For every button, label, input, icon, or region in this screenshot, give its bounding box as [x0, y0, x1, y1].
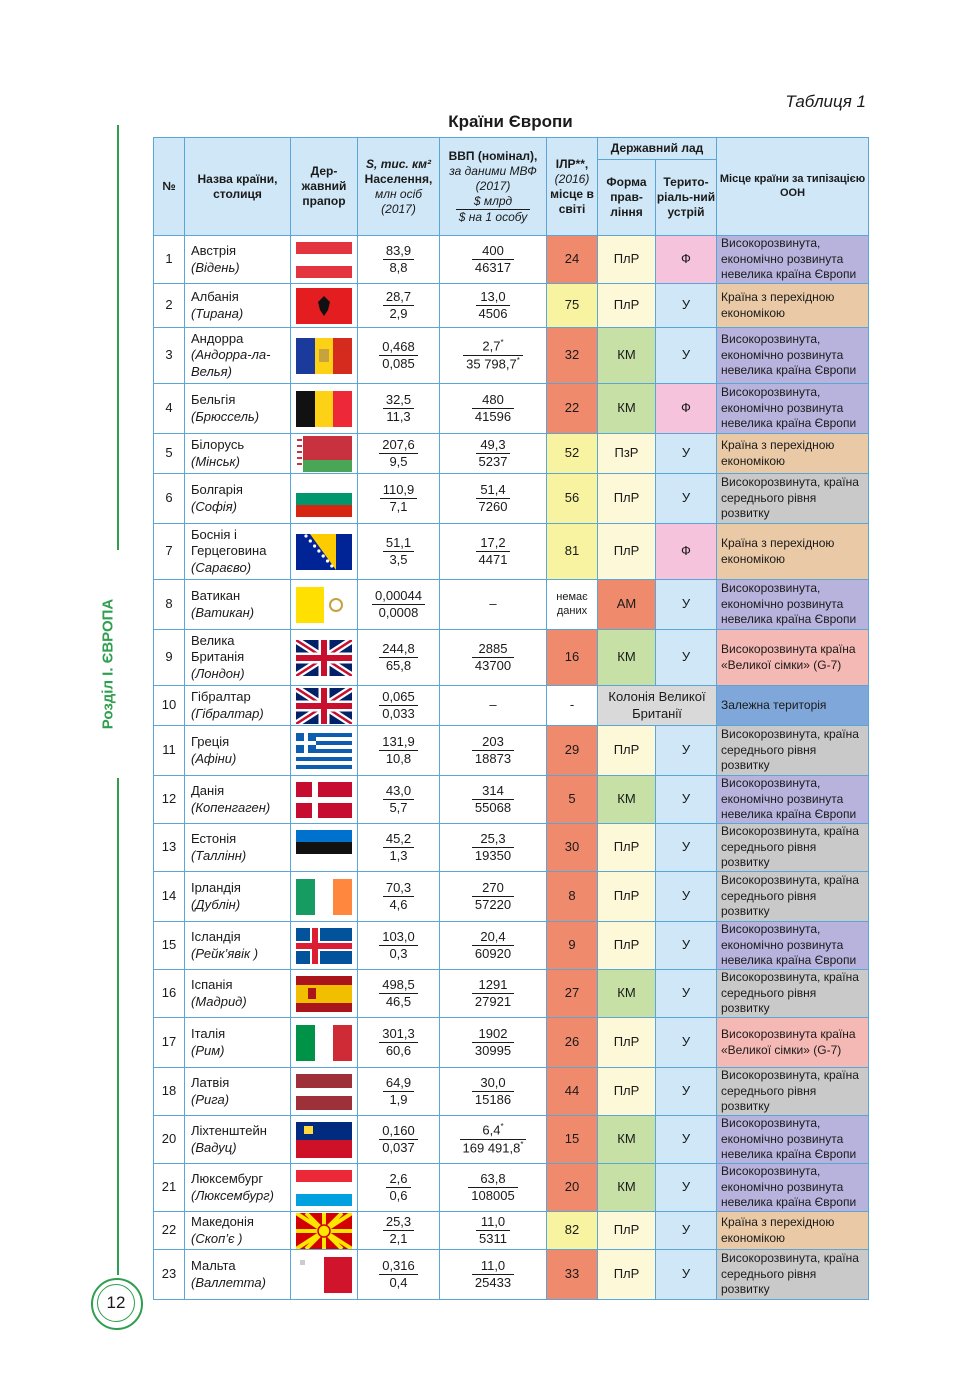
- cell-flag: [291, 1018, 358, 1068]
- cell-gov-terr: У: [656, 922, 717, 970]
- cell-num: 18: [154, 1068, 185, 1116]
- cell-hdi: 33: [547, 1250, 598, 1300]
- cell-un-type: Залежна територія: [717, 686, 869, 726]
- cell-gov-terr: У: [656, 474, 717, 524]
- cell-flag: [291, 776, 358, 824]
- col-name: Назва країни, столиця: [185, 138, 291, 236]
- cell-area-population: $\frac{45,2}{1,3}$: [358, 824, 440, 872]
- cell-country: Латвія (Рига): [185, 1068, 291, 1116]
- cell-hdi: 56: [547, 474, 598, 524]
- cell-flag: [291, 970, 358, 1018]
- cell-gov-terr: У: [656, 1068, 717, 1116]
- cell-gov-form: КМ: [598, 630, 656, 686]
- col-hdi-l1: ІЛР**,: [555, 156, 589, 171]
- cell-gov-terr: У: [656, 580, 717, 630]
- table-row: [154, 1116, 869, 1164]
- cell-country: Австрія (Відень): [185, 236, 291, 284]
- table-row: [154, 824, 869, 872]
- table-row: [154, 580, 869, 630]
- col-hdi-l3: місце в світі: [550, 186, 594, 216]
- cell-num: 23: [154, 1250, 185, 1300]
- cell-area-population: $\frac{64,9}{1,9}$: [358, 1068, 440, 1116]
- cell-flag: [291, 686, 358, 726]
- cell-country: Греція (Афіни): [185, 726, 291, 776]
- cell-area-population: $\frac{207,6}{9,5}$: [358, 434, 440, 474]
- spain-flag-icon: [296, 976, 352, 1012]
- cell-num: 13: [154, 824, 185, 872]
- cell-num: 6: [154, 474, 185, 524]
- cell-un-type: Високорозвинута, країна середнього рівня розвитку: [717, 726, 869, 776]
- cell-area-population: $\frac{32,5}{11,3}$: [358, 384, 440, 434]
- cell-gov-terr: У: [656, 824, 717, 872]
- cell-hdi: 8: [547, 872, 598, 922]
- cell-country: Люксембург (Люксембург): [185, 1164, 291, 1212]
- uk-flag-icon: [296, 688, 352, 724]
- latvia-flag-icon: [296, 1074, 352, 1110]
- cell-flag: [291, 1116, 358, 1164]
- table-row: [154, 474, 869, 524]
- cell-gov-form: ПлР: [598, 872, 656, 922]
- cell-country: Італія (Рим): [185, 1018, 291, 1068]
- cell-gdp: $\frac{30,0}{15186}$: [440, 1068, 547, 1116]
- cell-un-type: Високорозвинута, економічно розвинута невелика країна Європи: [717, 328, 869, 384]
- table-row: [154, 1164, 869, 1212]
- cell-un-type: Високорозвинута, економічно розвинута невелика країна Європи: [717, 1116, 869, 1164]
- cell-hdi: 22: [547, 384, 598, 434]
- col-un: Місце країни за типізацією ООН: [717, 138, 869, 236]
- cell-un-type: Високорозвинута, країна середнього рівня розвитку: [717, 474, 869, 524]
- cell-un-type: Високорозвинута, країна середнього рівня розвитку: [717, 872, 869, 922]
- cell-gov-form: ПлР: [598, 726, 656, 776]
- cell-gov-form: ПлР: [598, 1212, 656, 1250]
- cell-gov-terr: У: [656, 434, 717, 474]
- cell-flag: [291, 384, 358, 434]
- greece-flag-icon: [296, 733, 352, 769]
- cell-country: Данія (Копенгаген): [185, 776, 291, 824]
- table-row: [154, 970, 869, 1018]
- cell-country: Білорусь (Мінськ): [185, 434, 291, 474]
- cell-gdp: –: [440, 686, 547, 726]
- cell-num: 8: [154, 580, 185, 630]
- cell-area-population: $\frac{0,00044}{0,0008}$: [358, 580, 440, 630]
- cell-country: Іспанія (Мадрид): [185, 970, 291, 1018]
- cell-gov-terr: У: [656, 726, 717, 776]
- col-area-l3: млн осіб: [374, 186, 423, 201]
- cell-flag: [291, 1164, 358, 1212]
- cell-area-population: $\frac{0,316}{0,4}$: [358, 1250, 440, 1300]
- cell-area-population: $\frac{51,1}{3,5}$: [358, 524, 440, 580]
- cell-num: 3: [154, 328, 185, 384]
- cell-flag: [291, 922, 358, 970]
- cell-gdp: $\frac{480}{41596}$: [440, 384, 547, 434]
- cell-flag: [291, 284, 358, 328]
- cell-num: 12: [154, 776, 185, 824]
- cell-gdp: $\frac{20,4}{60920}$: [440, 922, 547, 970]
- cell-un-type: Високорозвинута, економічно розвинута невелика країна Європи: [717, 236, 869, 284]
- cell-un-type: Високорозвинута країна «Великої сімки» (G-7): [717, 630, 869, 686]
- cell-gov-terr: Ф: [656, 236, 717, 284]
- cell-gdp: –: [440, 580, 547, 630]
- cell-flag: [291, 580, 358, 630]
- cell-un-type: Високорозвинута, країна середнього рівня розвитку: [717, 824, 869, 872]
- cell-num: 15: [154, 922, 185, 970]
- page-number: 12: [97, 1284, 135, 1322]
- belarus-flag-icon: [296, 436, 352, 472]
- cell-un-type: Високорозвинута, економічно розвинута невелика країна Європи: [717, 1164, 869, 1212]
- col-gdp-l1: ВВП (номінал),: [448, 148, 538, 163]
- cell-gdp: $\frac{63,8}{108005}$: [440, 1164, 547, 1212]
- table-row: [154, 630, 869, 686]
- iceland-flag-icon: [296, 928, 352, 964]
- cell-area-population: $\frac{43,0}{5,7}$: [358, 776, 440, 824]
- cell-flag: [291, 824, 358, 872]
- cell-un-type: Високорозвинута країна «Великої сімки» (G-7): [717, 1018, 869, 1068]
- cell-un-type: Країна з перехідною економікою: [717, 524, 869, 580]
- cell-num: 1: [154, 236, 185, 284]
- cell-gdp: $\frac{1291}{27921}$: [440, 970, 547, 1018]
- cell-gov-form: КМ: [598, 328, 656, 384]
- table-row: [154, 776, 869, 824]
- cell-hdi: 82: [547, 1212, 598, 1250]
- table-body: [154, 236, 869, 1300]
- cell-area-population: $\frac{0,065}{0,033}$: [358, 686, 440, 726]
- cell-gdp: $\frac{270}{57220}$: [440, 872, 547, 922]
- col-area-l2: Населення,: [364, 171, 433, 186]
- cell-hdi: -: [547, 686, 598, 726]
- cell-country: Ісландія (Рейк’явік ): [185, 922, 291, 970]
- cell-country: Ватикан (Ватикан): [185, 580, 291, 630]
- cell-flag: [291, 434, 358, 474]
- cell-gov-form: КМ: [598, 384, 656, 434]
- cell-num: 10: [154, 686, 185, 726]
- cell-num: 22: [154, 1212, 185, 1250]
- cell-gov-terr: У: [656, 1212, 717, 1250]
- cell-num: 16: [154, 970, 185, 1018]
- cell-flag: [291, 524, 358, 580]
- cell-hdi: немає даних: [547, 580, 598, 630]
- denmark-flag-icon: [296, 782, 352, 818]
- cell-flag: [291, 630, 358, 686]
- cell-country: Болгарія (Софія): [185, 474, 291, 524]
- col-gov: Державний лад: [598, 138, 717, 160]
- col-hdi-l2: (2016): [554, 171, 590, 186]
- cell-num: 9: [154, 630, 185, 686]
- cell-num: 5: [154, 434, 185, 474]
- cell-gov-form: КМ: [598, 970, 656, 1018]
- cell-gov-form: ПлР: [598, 236, 656, 284]
- cell-gov-terr: У: [656, 970, 717, 1018]
- cell-gov-terr: У: [656, 630, 717, 686]
- cell-num: 7: [154, 524, 185, 580]
- cell-num: 21: [154, 1164, 185, 1212]
- cell-gov-form: ПлР: [598, 1018, 656, 1068]
- cell-gdp: $\frac{11,0}{5311}$: [440, 1212, 547, 1250]
- table-row: [154, 524, 869, 580]
- table-row: [154, 1018, 869, 1068]
- cell-num: 20: [154, 1116, 185, 1164]
- cell-gdp: $\frac{13,0}{4506}$: [440, 284, 547, 328]
- col-gdp-l5: $ на 1 особу: [458, 209, 528, 224]
- cell-flag: [291, 726, 358, 776]
- cell-num: 14: [154, 872, 185, 922]
- cell-gov-form: ПлР: [598, 474, 656, 524]
- cell-flag: [291, 328, 358, 384]
- cell-gdp: $\frac{2885}{43700}$: [440, 630, 547, 686]
- col-num: №: [154, 138, 185, 236]
- table-row: [154, 922, 869, 970]
- liechtenstein-flag-icon: [296, 1122, 352, 1158]
- cell-un-type: Країна з перехідною економікою: [717, 284, 869, 328]
- col-hdi: [547, 138, 598, 236]
- cell-area-population: $\frac{103,0}{0,3}$: [358, 922, 440, 970]
- cell-gov-form: ПлР: [598, 524, 656, 580]
- table-row: [154, 328, 869, 384]
- albania-flag-icon: [296, 288, 352, 324]
- cell-area-population: $\frac{0,160}{0,037}$: [358, 1116, 440, 1164]
- cell-gov-form: АМ: [598, 580, 656, 630]
- cell-country: Бельгія (Брюссель): [185, 384, 291, 434]
- cell-gdp: $\frac{51,4}{7260}$: [440, 474, 547, 524]
- cell-gdp: $\frac{203}{18873}$: [440, 726, 547, 776]
- cell-hdi: 26: [547, 1018, 598, 1068]
- cell-area-population: $\frac{110,9}{7,1}$: [358, 474, 440, 524]
- cell-hdi: 32: [547, 328, 598, 384]
- cell-gov-terr: У: [656, 328, 717, 384]
- cell-area-population: $\frac{301,3}{60,6}$: [358, 1018, 440, 1068]
- cell-gov-terr: У: [656, 1164, 717, 1212]
- cell-gov-terr: У: [656, 1018, 717, 1068]
- table-row: [154, 1250, 869, 1300]
- cell-gov-form: КМ: [598, 1116, 656, 1164]
- vatican-flag-icon: [296, 587, 352, 623]
- belgium-flag-icon: [296, 391, 352, 427]
- cell-gov-terr: Ф: [656, 524, 717, 580]
- macedonia-flag-icon: [296, 1213, 352, 1249]
- cell-hdi: 75: [547, 284, 598, 328]
- cell-num: 11: [154, 726, 185, 776]
- table-row: [154, 236, 869, 284]
- cell-country: Боснія і Герцеговина (Сараєво): [185, 524, 291, 580]
- cell-area-population: $\frac{498,5}{46,5}$: [358, 970, 440, 1018]
- cell-country: Естонія (Таллінн): [185, 824, 291, 872]
- col-area-l4: (2017): [381, 201, 416, 216]
- cell-gov-terr: У: [656, 776, 717, 824]
- cell-gov-form: ПлР: [598, 284, 656, 328]
- table-row: [154, 434, 869, 474]
- cell-hdi: 20: [547, 1164, 598, 1212]
- cell-hdi: 81: [547, 524, 598, 580]
- cell-country: Велика Британія (Лондон): [185, 630, 291, 686]
- cell-country: Мальта (Валлетта): [185, 1250, 291, 1300]
- cell-gov-form: Колонія Великої Британії: [598, 686, 717, 726]
- cell-gov-form: ПлР: [598, 1250, 656, 1300]
- cell-un-type: Країна з перехідною економікою: [717, 434, 869, 474]
- col-gdp-l3: (2017): [475, 178, 511, 193]
- cell-hdi: 9: [547, 922, 598, 970]
- andorra-flag-icon: [296, 338, 352, 374]
- italy-flag-icon: [296, 1025, 352, 1061]
- table-label: Таблиця 1: [785, 92, 866, 111]
- cell-gdp: $\frac{1902}{30995}$: [440, 1018, 547, 1068]
- cell-gov-form: КМ: [598, 776, 656, 824]
- bulgaria-flag-icon: [296, 481, 352, 517]
- side-line-top: [117, 125, 119, 550]
- section-label: Розділ І. ЄВРОПА: [99, 598, 117, 730]
- cell-gov-form: ПзР: [598, 434, 656, 474]
- cell-gdp: $\frac{314}{55068}$: [440, 776, 547, 824]
- uk-flag-icon: [296, 640, 352, 676]
- cell-flag: [291, 1068, 358, 1116]
- cell-hdi: 27: [547, 970, 598, 1018]
- cell-area-population: $\frac{0,468}{0,085}$: [358, 328, 440, 384]
- cell-hdi: 52: [547, 434, 598, 474]
- cell-gdp: $\frac{6,4^*}{169 491,8^*}$: [440, 1116, 547, 1164]
- col-flag: Дер-жавний прапор: [291, 138, 358, 236]
- page-number-badge: [91, 1278, 143, 1330]
- cell-un-type: Високорозвинута, економічно розвинута невелика країна Європи: [717, 922, 869, 970]
- cell-gov-form: ПлР: [598, 1068, 656, 1116]
- cell-country: Андорра (Андорра-ла-Велья): [185, 328, 291, 384]
- cell-num: 17: [154, 1018, 185, 1068]
- cell-un-type: Високорозвинута, країна середнього рівня розвитку: [717, 1250, 869, 1300]
- cell-country: Македонія (Скоп’є ): [185, 1212, 291, 1250]
- table-row: [154, 284, 869, 328]
- col-gdp-l4: $ млрд: [456, 194, 530, 210]
- cell-area-population: $\frac{244,8}{65,8}$: [358, 630, 440, 686]
- austria-flag-icon: [296, 242, 352, 278]
- table-row: [154, 1212, 869, 1250]
- countries-table: [153, 137, 869, 1300]
- table-row: [154, 726, 869, 776]
- col-gov-form: Форма прав-ління: [598, 160, 656, 236]
- cell-gov-form: ПлР: [598, 922, 656, 970]
- cell-country: Ірландія (Дублін): [185, 872, 291, 922]
- cell-gdp: $\frac{49,3}{5237}$: [440, 434, 547, 474]
- cell-gdp: $\frac{25,3}{19350}$: [440, 824, 547, 872]
- cell-un-type: Високорозвинута, країна середнього рівня розвитку: [717, 970, 869, 1018]
- estonia-flag-icon: [296, 830, 352, 866]
- cell-area-population: $\frac{131,9}{10,8}$: [358, 726, 440, 776]
- col-gdp: [440, 138, 547, 236]
- cell-gov-form: КМ: [598, 1164, 656, 1212]
- cell-un-type: Високорозвинута, економічно розвинута невелика країна Європи: [717, 384, 869, 434]
- cell-hdi: 16: [547, 630, 598, 686]
- col-gdp-l2: за даними МВФ: [449, 163, 537, 178]
- cell-hdi: 44: [547, 1068, 598, 1116]
- cell-num: 2: [154, 284, 185, 328]
- cell-gdp: $\frac{2,7^*}{35 798,7^*}$: [440, 328, 547, 384]
- cell-flag: [291, 1212, 358, 1250]
- cell-un-type: Високорозвинута, економічно розвинута невелика країна Європи: [717, 776, 869, 824]
- table-row: [154, 872, 869, 922]
- side-line-bottom: [117, 778, 119, 1275]
- cell-country: Албанія (Тирана): [185, 284, 291, 328]
- col-area-l1: S, тис. км²: [366, 156, 431, 171]
- cell-flag: [291, 236, 358, 284]
- cell-un-type: Високорозвинута, економічно розвинута невелика країна Європи: [717, 580, 869, 630]
- cell-gov-terr: Ф: [656, 384, 717, 434]
- cell-hdi: 30: [547, 824, 598, 872]
- table-row: [154, 1068, 869, 1116]
- col-gov-terr: Терито-ріаль-ний устрій: [656, 160, 717, 236]
- cell-hdi: 24: [547, 236, 598, 284]
- table-title: Країни Європи: [448, 112, 573, 131]
- col-area: [358, 138, 440, 236]
- cell-flag: [291, 1250, 358, 1300]
- cell-gov-terr: У: [656, 284, 717, 328]
- bosnia-flag-icon: [296, 534, 352, 570]
- cell-country: Гібралтар (Гібралтар): [185, 686, 291, 726]
- cell-num: 4: [154, 384, 185, 434]
- cell-un-type: Високорозвинута, країна середнього рівня розвитку: [717, 1068, 869, 1116]
- luxembourg-flag-icon: [296, 1170, 352, 1206]
- cell-flag: [291, 872, 358, 922]
- cell-gdp: $\frac{11,0}{25433}$: [440, 1250, 547, 1300]
- cell-area-population: $\frac{25,3}{2,1}$: [358, 1212, 440, 1250]
- cell-country: Ліхтенштейн (Вадуц): [185, 1116, 291, 1164]
- cell-gov-terr: У: [656, 1116, 717, 1164]
- cell-area-population: $\frac{70,3}{4,6}$: [358, 872, 440, 922]
- malta-flag-icon: [296, 1257, 352, 1293]
- cell-un-type: Країна з перехідною економікою: [717, 1212, 869, 1250]
- table-row: [154, 686, 869, 726]
- cell-gov-terr: У: [656, 872, 717, 922]
- cell-hdi: 29: [547, 726, 598, 776]
- cell-hdi: 15: [547, 1116, 598, 1164]
- cell-gdp: $\frac{400}{46317}$: [440, 236, 547, 284]
- cell-gov-form: ПлР: [598, 824, 656, 872]
- cell-gov-terr: У: [656, 1250, 717, 1300]
- ireland-flag-icon: [296, 879, 352, 915]
- cell-area-population: $\frac{2,6}{0,6}$: [358, 1164, 440, 1212]
- cell-gdp: $\frac{17,2}{4471}$: [440, 524, 547, 580]
- cell-hdi: 5: [547, 776, 598, 824]
- cell-area-population: $\frac{28,7}{2,9}$: [358, 284, 440, 328]
- cell-area-population: $\frac{83,9}{8,8}$: [358, 236, 440, 284]
- table-row: [154, 384, 869, 434]
- cell-flag: [291, 474, 358, 524]
